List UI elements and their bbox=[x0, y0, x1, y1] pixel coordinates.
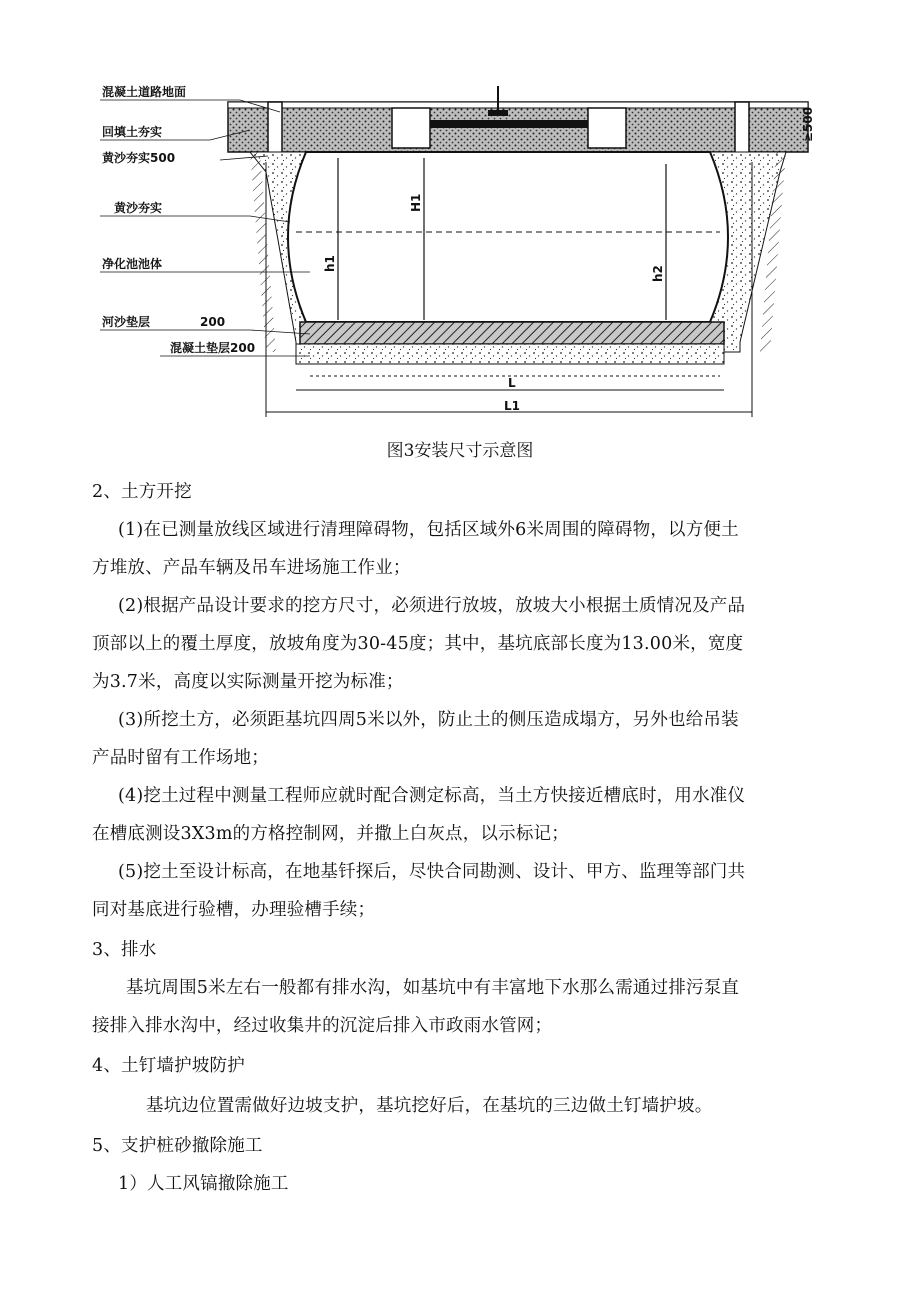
section-2-title: 2、土方开挖 bbox=[92, 482, 192, 502]
installation-diagram bbox=[100, 72, 820, 432]
dim-L1-label: L1 bbox=[504, 399, 520, 413]
section-3-line-1: 基坑周围5米左右一般都有排水沟，如基坑中有丰富地下水那么需通过排污泵直 bbox=[126, 978, 740, 998]
label-river-sand-thickness: 200 bbox=[200, 315, 226, 329]
section-4-title: 4、土钉墙护坡防护 bbox=[92, 1056, 245, 1076]
manhole-right bbox=[588, 108, 626, 148]
paragraph-5-line-2: 同对基底进行验槽，办理验槽手续； bbox=[92, 900, 376, 920]
concrete-cushion bbox=[296, 344, 724, 364]
manhole-left bbox=[392, 108, 430, 148]
paragraph-2-line-3: 为3.7米，高度以实际测量开挖为标准； bbox=[92, 672, 404, 692]
paragraph-1-line-1: (1)在已测量放线区域进行清理障碍物，包括区域外6米周围的障碍物，以方便土 bbox=[118, 520, 739, 540]
dim-L-label: L bbox=[508, 376, 516, 390]
paragraph-2-line-1: (2)根据产品设计要求的挖方尺寸，必须进行放坡，放坡大小根据土质情况及产品 bbox=[118, 596, 746, 616]
dim-500-label: ≥500 bbox=[801, 106, 815, 142]
dim-h1-label: h1 bbox=[323, 255, 337, 272]
label-tank-body: 净化池池体 bbox=[102, 257, 163, 271]
paragraph-3-line-2: 产品时留有工作场地； bbox=[92, 748, 269, 768]
section-4-line-1: 基坑边位置需做好边坡支护，基坑挖好后，在基坑的三边做土钉墙护坡。 bbox=[146, 1096, 713, 1116]
tank-body bbox=[288, 152, 728, 322]
section-5-subitem-1: 1）人工风镐撤除施工 bbox=[118, 1174, 289, 1194]
paragraph-3-line-1: (3)所挖土方，必须距基坑四周5米以外，防止土的侧压造成塌方，另外也给吊装 bbox=[118, 710, 739, 730]
dim-H1-label: H1 bbox=[409, 193, 423, 212]
label-backfill: 回填土夯实 bbox=[102, 125, 163, 139]
label-sand-500: 黄沙夯实500 bbox=[102, 151, 176, 165]
figure-caption: 图3安装尺寸示意图 bbox=[386, 441, 534, 461]
paragraph-4-line-1: (4)挖土过程中测量工程师应就时配合测定标高，当土方快接近槽底时，用水准仪 bbox=[118, 786, 746, 806]
paragraph-1-line-2: 方堆放、产品车辆及吊车进场施工作业； bbox=[92, 558, 411, 578]
section-5-title: 5、支护桩砂撤除施工 bbox=[92, 1136, 263, 1156]
label-concrete-cushion: 混凝土垫层200 bbox=[170, 341, 256, 355]
section-3-line-2: 接排入排水沟中，经过收集井的沉淀后排入市政雨水管网； bbox=[92, 1016, 553, 1036]
label-road-surface: 混凝土道路地面 bbox=[102, 85, 187, 99]
dim-h2-label: h2 bbox=[651, 265, 665, 282]
paragraph-4-line-2: 在槽底测设3X3m的方格控制网，并撒上白灰点，以示标记； bbox=[92, 824, 569, 844]
paragraph-2-line-2: 顶部以上的覆土厚度，放坡角度为30-45度；其中，基坑底部长度为13.00米，宽度 bbox=[92, 634, 744, 654]
label-river-sand: 河沙垫层 bbox=[102, 315, 151, 329]
section-3-title: 3、排水 bbox=[92, 940, 157, 960]
river-sand-cushion bbox=[300, 322, 724, 344]
label-sand: 黄沙夯实 bbox=[114, 201, 163, 215]
paragraph-5-line-1: (5)挖土至设计标高，在地基钎探后，尽快合同勘测、设计、甲方、监理等部门共 bbox=[118, 862, 746, 882]
